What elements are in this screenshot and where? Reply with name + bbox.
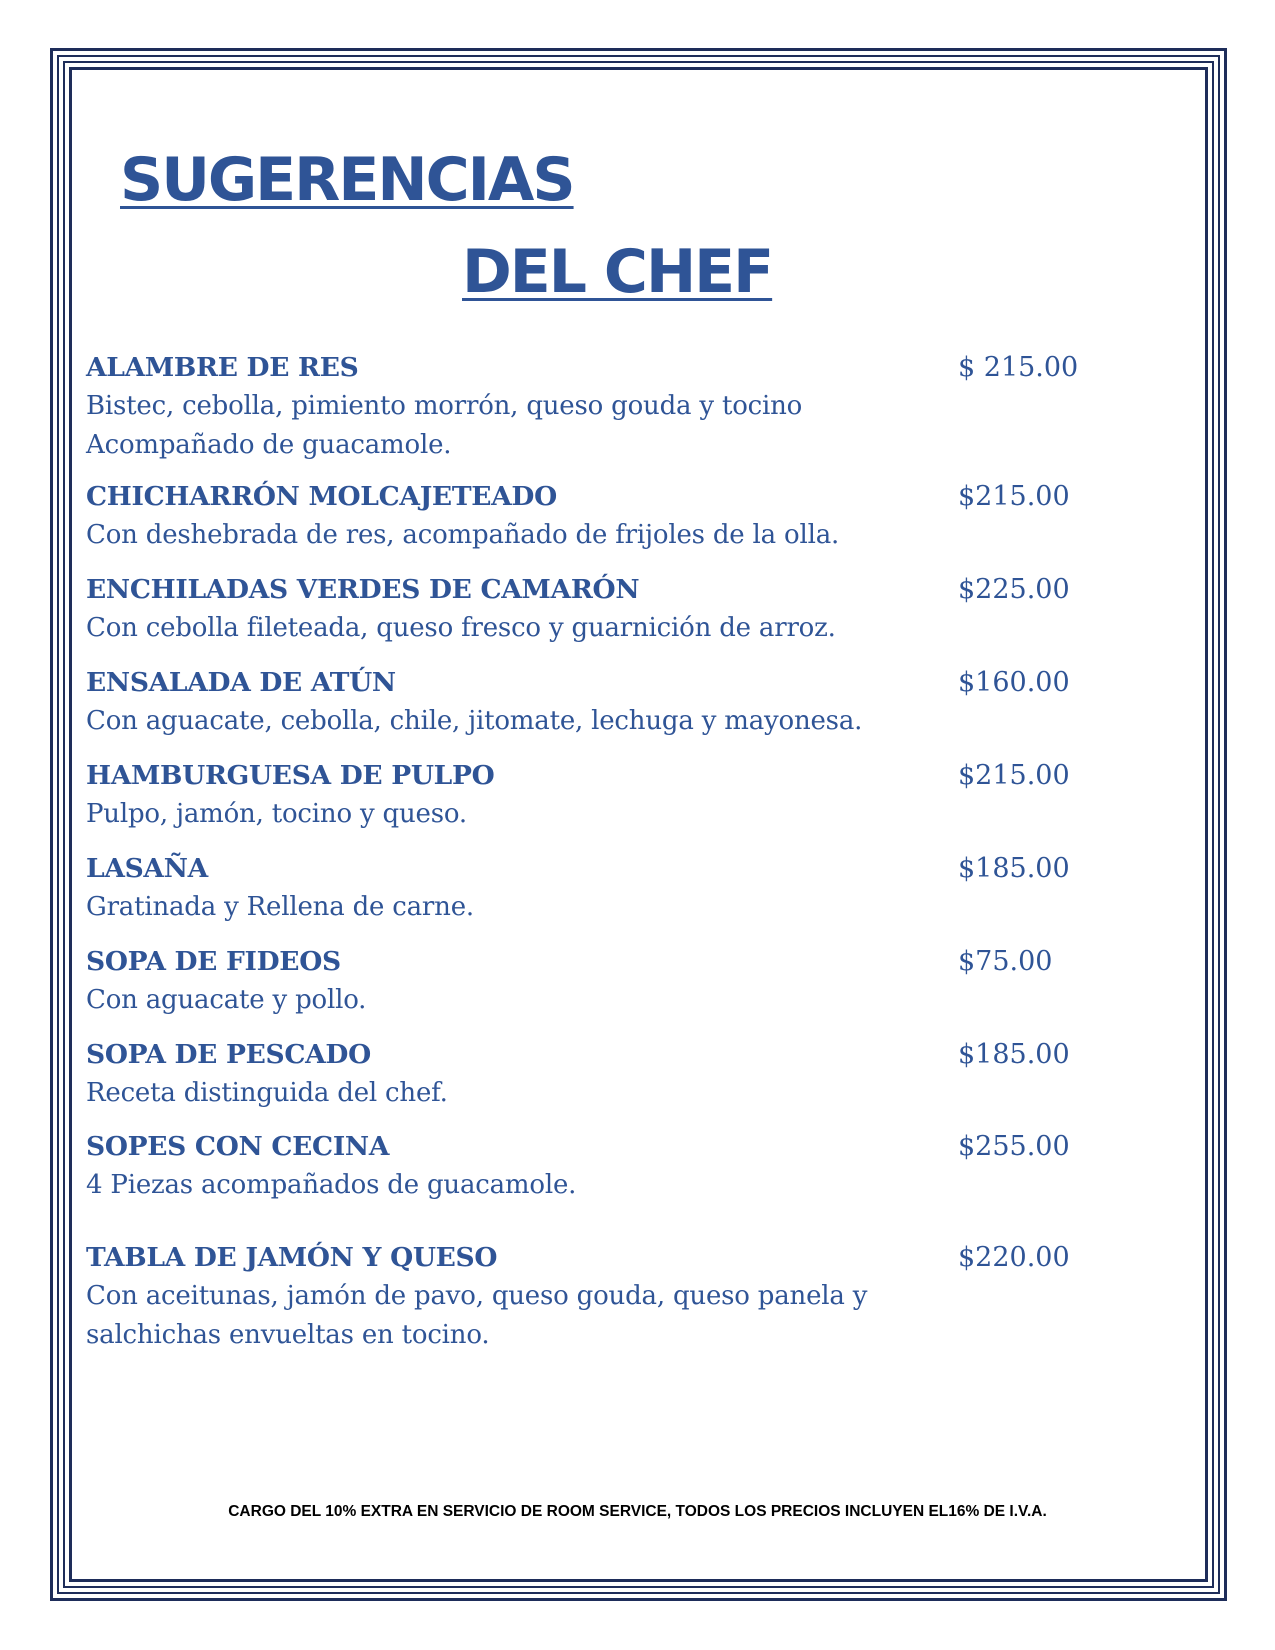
item-description-line: Acompañado de guacamole. (86, 430, 452, 460)
item-description-line: Con aguacate y pollo. (86, 985, 367, 1015)
item-description-line: Con deshebrada de res, acompañado de frijoles de la olla. (86, 520, 840, 550)
item-price: $185.00 (958, 1039, 1070, 1070)
item-name: ENSALADA DE ATÚN (86, 667, 396, 698)
menu-item-sopa-de-pescado (86, 1036, 1086, 1113)
item-price: $ 215.00 (958, 352, 1079, 383)
item-price: $185.00 (958, 853, 1070, 884)
item-name: ENCHILADAS VERDES DE CAMARÓN (86, 574, 640, 605)
item-description-line: Con cebolla fileteada, queso fresco y guarnición de arroz. (86, 613, 836, 643)
menu-item-tabla-de-jamon-y-queso (86, 1239, 1086, 1355)
item-name: SOPA DE PESCADO (86, 1039, 371, 1070)
item-description-line: salchichas envueltas en tocino. (86, 1320, 490, 1350)
item-price: $225.00 (958, 574, 1070, 605)
item-description-line: Gratinada y Rellena de carne. (86, 892, 474, 922)
menu-item-ensalada-de-atun (86, 664, 1086, 741)
item-description-line: Con aceitunas, jamón de pavo, queso gouda, queso panela y (86, 1281, 868, 1311)
title-line-1: SUGERENCIAS (120, 145, 574, 215)
menu-item-chicharron-molcajeteado (86, 478, 1086, 555)
item-price: $215.00 (958, 481, 1070, 512)
item-price: $75.00 (958, 946, 1053, 977)
title-line-2: DEL CHEF (462, 237, 773, 307)
item-name: LASAÑA (86, 853, 208, 884)
item-price: $215.00 (958, 760, 1070, 791)
item-price: $160.00 (958, 667, 1070, 698)
item-name: CHICHARRÓN MOLCAJETEADO (86, 481, 557, 512)
menu-item-alambre-de-res (86, 349, 1086, 465)
item-name: ALAMBRE DE RES (86, 352, 359, 383)
item-description-line: Pulpo, jamón, tocino y queso. (86, 799, 467, 829)
menu-item-sopes-con-cecina (86, 1128, 1086, 1205)
item-name: SOPES CON CECINA (86, 1131, 390, 1162)
item-name: SOPA DE FIDEOS (86, 946, 341, 977)
item-description-line: Receta distinguida del chef. (86, 1078, 448, 1108)
menu-item-hamburguesa-de-pulpo (86, 757, 1086, 834)
footer-note: CARGO DEL 10% EXTRA EN SERVICIO DE ROOM SERVICE, TODOS LOS PRECIOS INCLUYEN EL16% DE I.V.A. (228, 1503, 1047, 1520)
item-description-line: 4 Piezas acompañados de guacamole. (86, 1170, 577, 1200)
item-name: HAMBURGUESA DE PULPO (86, 760, 495, 791)
item-description-line: Con aguacate, cebolla, chile, jitomate, lechuga y mayonesa. (86, 706, 863, 736)
menu-item-lasana (86, 850, 1086, 927)
item-description-line: Bistec, cebolla, pimiento morrón, queso gouda y tocino (86, 391, 803, 421)
item-name: TABLA DE JAMÓN Y QUESO (86, 1242, 498, 1273)
menu-item-sopa-de-fideos (86, 943, 1086, 1020)
item-price: $220.00 (958, 1242, 1070, 1273)
menu-item-enchiladas-verdes (86, 571, 1086, 648)
item-price: $255.00 (958, 1131, 1070, 1162)
